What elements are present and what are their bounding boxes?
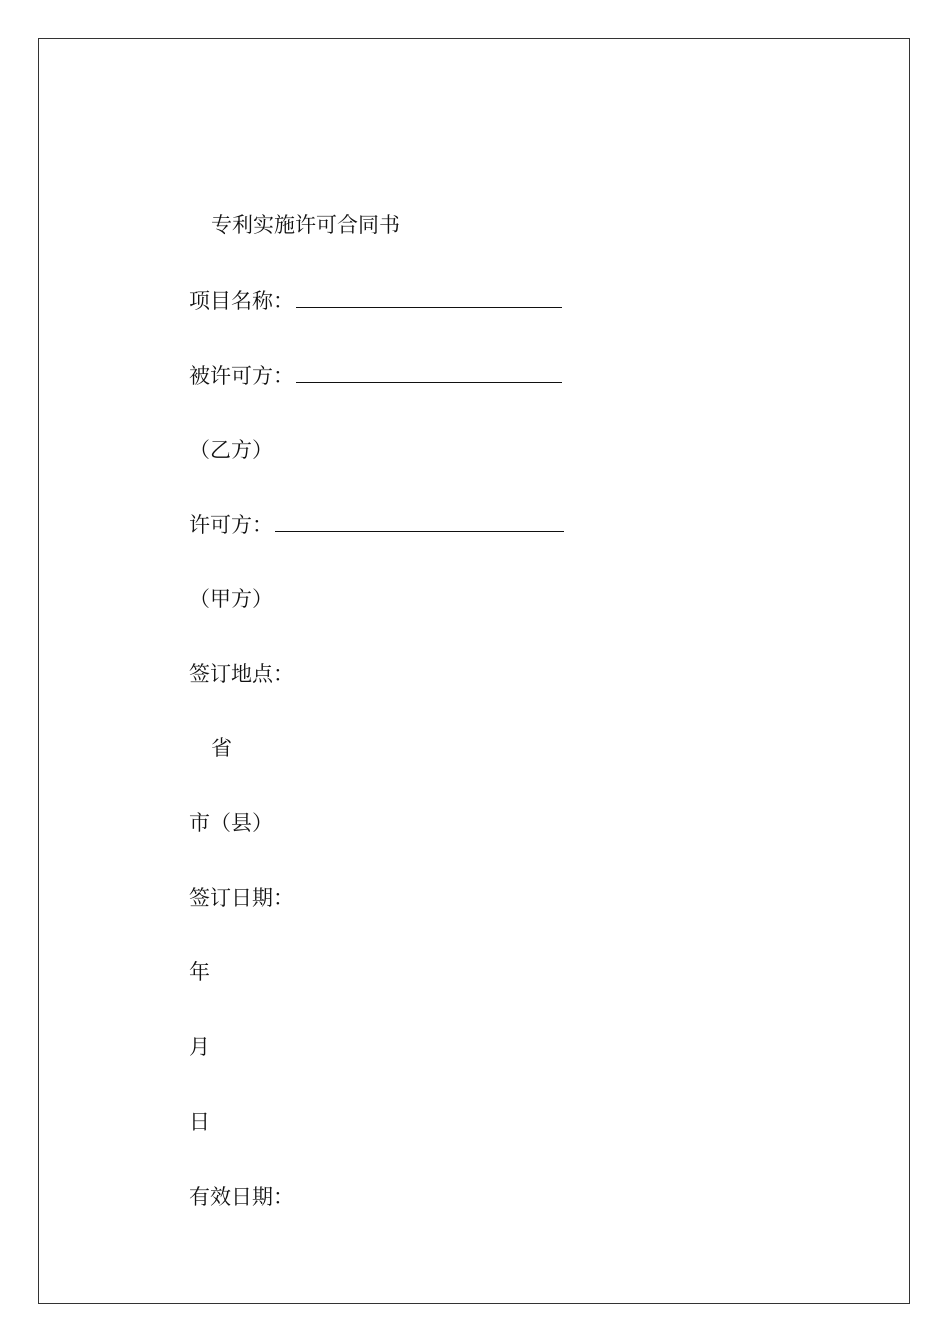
licensee-party: （乙方） [189, 438, 273, 462]
page-border [38, 38, 910, 1304]
year-label: 年 [189, 960, 210, 984]
licensor-label: 许可方： [189, 513, 273, 537]
province-label: 省 [211, 736, 232, 760]
licensee-label: 被许可方： [189, 364, 294, 388]
licensee-row [189, 362, 562, 389]
valid-date-label: 有效日期： [189, 1185, 294, 1209]
day-label: 日 [189, 1110, 210, 1134]
licensor-party: （甲方） [189, 587, 273, 611]
project-name-row [189, 287, 562, 314]
document-title: 专利实施许可合同书 [211, 213, 400, 237]
month-label: 月 [189, 1035, 210, 1059]
project-name-label: 项目名称： [189, 289, 294, 313]
city-label: 市（县） [189, 811, 273, 835]
signing-place-label: 签订地点： [189, 662, 294, 686]
project-name-blank[interactable] [296, 287, 562, 308]
licensee-blank[interactable] [296, 362, 562, 383]
licensor-row [189, 511, 564, 538]
signing-date-label: 签订日期： [189, 886, 294, 910]
licensor-blank[interactable] [275, 511, 564, 532]
